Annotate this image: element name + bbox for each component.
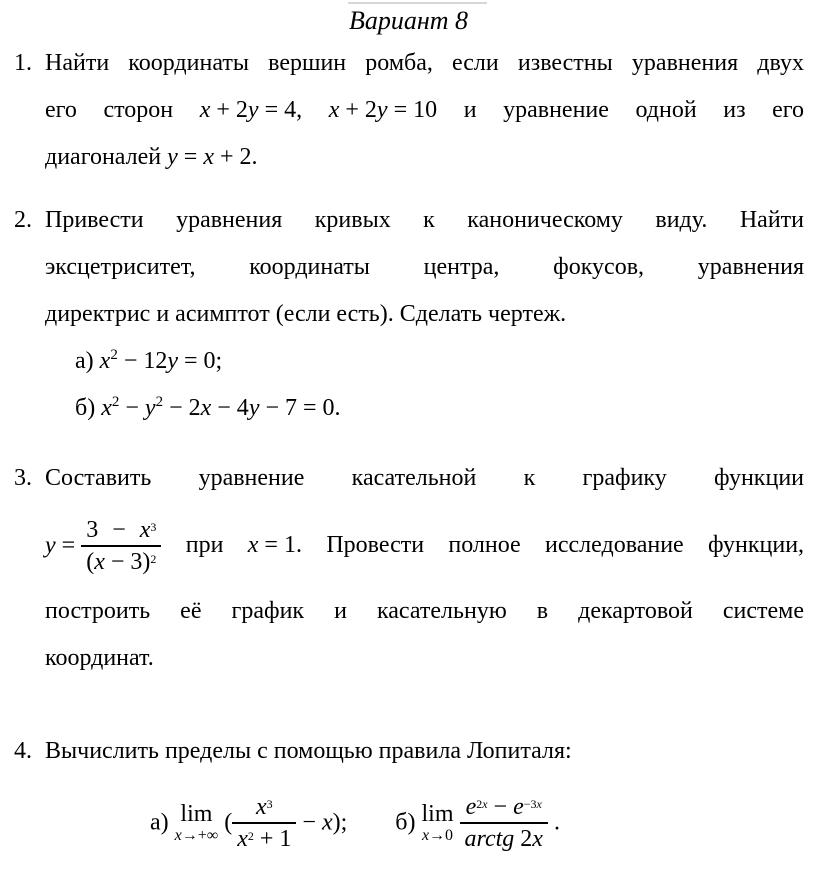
- math-variable: y: [167, 144, 178, 170]
- problem-4: [0, 728, 817, 870]
- math-variable: y: [167, 348, 179, 374]
- math-variable: x: [199, 97, 211, 123]
- math-text: − 12: [117, 348, 168, 374]
- math-text: а): [150, 809, 175, 835]
- math-variable: x: [247, 532, 259, 558]
- p2-line-2: эксцетриситет, координаты центра, фокусов, уравнения: [45, 254, 804, 280]
- title-top-rule: [348, 2, 487, 4]
- p4-line-1: 4. Вычислить пределы с помощью правила Лопиталя:: [45, 728, 804, 775]
- fraction-denominator: [81, 547, 161, 576]
- math-text: (: [218, 809, 233, 835]
- math-text: 2: [155, 394, 164, 410]
- math-text: 3 −: [86, 516, 140, 543]
- math-text: + 2.: [214, 144, 258, 170]
- math-text: (: [86, 549, 95, 576]
- math-expression: [200, 96, 302, 124]
- math-variable: x: [255, 793, 267, 820]
- math-text: = 4,: [258, 97, 303, 123]
- math-variable: x: [174, 827, 182, 845]
- superscript: [110, 347, 118, 363]
- limit-operator: [421, 802, 453, 845]
- math-text: − 3): [104, 549, 151, 576]
- limit-operator: [175, 802, 219, 845]
- math-text: =: [55, 532, 82, 558]
- math-variable: y: [248, 395, 260, 421]
- math-variable: x: [237, 826, 248, 853]
- p3-line-3: построить её график и касательную в декартовой системе: [45, 598, 804, 624]
- p1-line-1: 1. Найти координаты вершин ромба, если известны уравнения двух: [45, 40, 804, 87]
- limit-label: lim: [180, 800, 213, 827]
- math-variable: x: [482, 796, 488, 811]
- math-text: −3: [523, 796, 537, 811]
- math-expression: [100, 347, 223, 375]
- item-number: 2.: [14, 207, 32, 233]
- p2-item-a: а) $x^2 - 12y = 0$;: [75, 347, 223, 374]
- math-variable: e: [513, 793, 524, 820]
- superscript: [267, 797, 273, 811]
- fraction-denominator: [460, 824, 548, 853]
- math-variable: y: [45, 532, 56, 558]
- problem-1: [0, 40, 817, 181]
- item-number: 1.: [14, 50, 32, 76]
- math-variable: x: [421, 827, 430, 845]
- fraction: [460, 794, 548, 854]
- math-text: = 10: [387, 97, 438, 123]
- p1-line-3: диагоналей y = x + 2.: [45, 144, 258, 170]
- math-expression: [167, 143, 257, 171]
- math-text: − 4: [211, 395, 249, 421]
- math-variable: x: [94, 549, 105, 576]
- math-variable: e: [465, 793, 477, 820]
- math-variable: x: [200, 395, 212, 421]
- fraction-denominator: [232, 824, 296, 853]
- document-body: [0, 40, 817, 870]
- fraction-numerator: [232, 794, 296, 825]
- p3-line-1: 3. Составить уравнение касательной к графику функции: [45, 455, 804, 502]
- math-text: 2: [247, 829, 254, 844]
- math-text: );: [332, 809, 348, 835]
- p2-line-3: директрис и асимптот (если есть). Сделать чертеж.: [45, 301, 567, 327]
- fraction: [232, 794, 296, 854]
- math-text: 2: [514, 826, 533, 853]
- item-number: 4.: [14, 738, 32, 764]
- limit-label: lim: [421, 800, 454, 827]
- math-text: − 7 = 0.: [259, 395, 341, 421]
- item-number: 3.: [14, 465, 32, 491]
- math-variable: x: [139, 516, 151, 543]
- math-text: →+∞: [181, 827, 219, 845]
- fraction: [81, 517, 161, 577]
- p2-line-1: 2. Привести уравнения кривых к каноническому виду. Найти: [45, 197, 804, 244]
- fraction-numerator: [81, 517, 161, 548]
- p4-limits-line: [45, 775, 804, 870]
- problem-3: [0, 455, 817, 682]
- math-variable: y: [376, 97, 388, 123]
- math-text: 3: [150, 519, 157, 534]
- math-variable: x: [536, 796, 542, 811]
- math-text: + 1: [253, 826, 292, 853]
- math-text: 2: [111, 394, 120, 410]
- math-expression: [395, 794, 560, 854]
- p3-line-4: координат.: [45, 645, 154, 671]
- math-variable: y: [247, 97, 259, 123]
- math-expression: [329, 96, 437, 124]
- superscript: [150, 552, 156, 566]
- math-variable: x: [328, 97, 340, 123]
- math-variable: x: [101, 395, 112, 421]
- math-text: = 1.: [258, 532, 302, 558]
- math-variable: y: [144, 395, 156, 421]
- math-text: б): [395, 809, 422, 835]
- math-text: −: [487, 793, 514, 820]
- superscript: [150, 520, 156, 534]
- fraction-numerator: [460, 794, 548, 825]
- math-text: 2: [476, 796, 483, 811]
- math-variable: x: [321, 809, 333, 835]
- math-text: + 2: [210, 97, 248, 123]
- math-variable: x: [99, 348, 111, 374]
- p2-item-b: б) $x^2 - y^2 - 2x - 4y - 7 = 0$.: [75, 394, 341, 421]
- math-text: 2: [110, 347, 118, 363]
- math-variable: x: [203, 144, 214, 170]
- math-text: →0: [429, 827, 454, 845]
- superscript: [476, 797, 487, 811]
- limit-subscript: [421, 828, 453, 845]
- superscript: [156, 394, 164, 410]
- math-text: .: [547, 809, 560, 835]
- math-expression: [45, 517, 161, 577]
- math-text: 2: [150, 552, 157, 567]
- math-expression: [248, 531, 302, 559]
- superscript: [524, 797, 542, 811]
- math-text: − 2: [163, 395, 201, 421]
- math-text: =: [177, 144, 204, 170]
- document-title: Вариант 8: [348, 6, 469, 35]
- limit-subscript: [175, 828, 219, 845]
- math-text: 3: [266, 796, 273, 811]
- math-text: = 0;: [178, 348, 223, 374]
- math-expression: [150, 794, 347, 854]
- math-text: −: [119, 395, 145, 421]
- p1-line-2: его сторон x + 2y = 4, x + 2y = 10 и уравнение одной из его: [45, 97, 805, 123]
- math-variable: arctg: [464, 826, 515, 853]
- math-expression: [101, 394, 340, 422]
- math-text: −: [296, 809, 322, 835]
- math-variable: x: [532, 826, 543, 853]
- math-text: + 2: [339, 97, 377, 123]
- p3-line-2: y = $\frac{3 - x^3}{(x - 3)^2}$ при x = 1. Провести полное исследование функции,: [45, 516, 805, 576]
- problem-2: [0, 197, 817, 432]
